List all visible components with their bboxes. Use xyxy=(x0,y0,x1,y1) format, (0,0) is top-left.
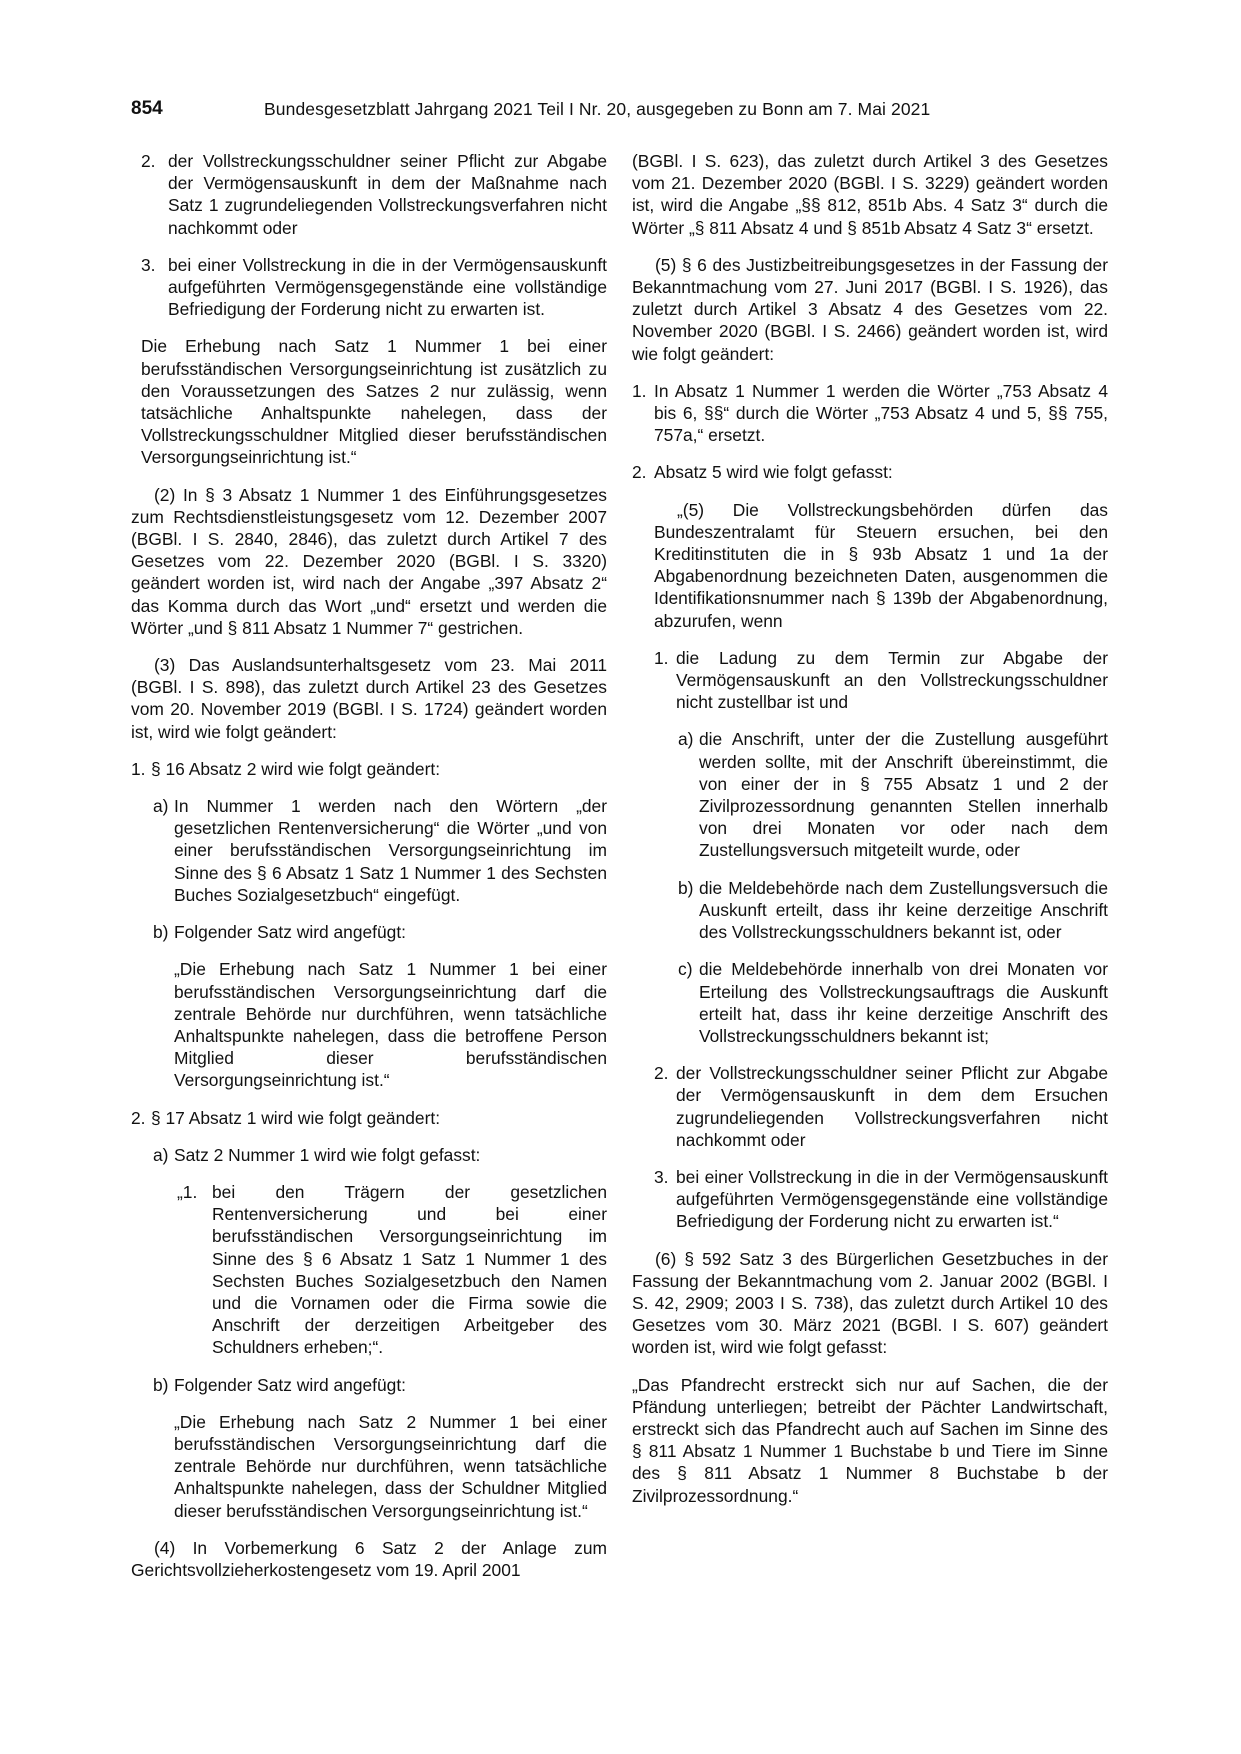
item-text: die Meldebehörde nach dem Zustellungsversuch die Auskunft erteilt, dass ihr keine derzeitige Anschrift des Vollstreckungsschuldners bekannt ist, oder xyxy=(699,877,1108,943)
numbered-item xyxy=(632,461,1108,483)
item-text: die Anschrift, unter der die Zustellung ausgeführt werden sollte, mit der Anschrift übereinstimmt, die von einer der in § 755 Absatz 1 und 2 der Zivilprozessordnung genannten Stellen innerhalb von drei Monaten vor oder nach dem Zustellungsversuch mitgeteilt wurde, oder xyxy=(699,729,1108,861)
numbered-item xyxy=(632,1062,1108,1151)
numbered-item xyxy=(131,254,607,321)
item-letter: b) xyxy=(678,877,694,898)
paragraph-section-3: (3) Das Auslandsunterhaltsgesetz vom 23. Mai 2011 (BGBl. I S. 898), das zuletzt durch Artikel 23 des Gesetzes vom 20. November 2019 (BGBl. I S. 1724) geändert worden ist, wird wie folgt geändert: xyxy=(131,655,607,742)
lettered-item xyxy=(632,728,1108,861)
item-text: die Ladung zu dem Termin zur Abgabe der Vermögensauskunft an den Vollstreckungsschuldner nicht zustellbar ist und xyxy=(676,647,1108,713)
item-letter: a) xyxy=(678,729,694,750)
paragraph-section-4: (4) In Vorbemerkung 6 Satz 2 der Anlage zum Gerichtsvollzieherkostengesetz vom 19. April 2001 xyxy=(131,1537,607,1580)
item-number: 2. xyxy=(632,462,647,483)
item-text: bei einer Vollstreckung in die in der Vermögensauskunft aufgeführten Vermögensgegenstände eine vollständige Befriedigung der Forderung nicht zu erwarten ist.“ xyxy=(676,1166,1108,1232)
item-text: die Meldebehörde innerhalb von drei Monaten vor Erteilung des Vollstreckungsauftrags die Auskunft erteilt hat, dass ihr keine derzeitige Anschrift des Vollstreckungsschuldners bekannt ist; xyxy=(699,959,1108,1046)
numbered-item xyxy=(131,1107,607,1129)
item-number: 2. xyxy=(141,151,156,171)
item-letter: a) xyxy=(153,1144,169,1165)
lettered-item xyxy=(131,795,607,906)
numbered-item xyxy=(131,150,607,239)
quoted-sentence: „Die Erhebung nach Satz 1 Nummer 1 bei einer berufsständischen Versorgungseinrichtung darf die zentrale Behörde nur durchführen, wenn tatsächliche Anhaltspunkte nahelegen, dass die betroffene Person Mitglied dieser berufsständischen Versorgungseinrichtung ist.“ xyxy=(174,959,607,1091)
left-column xyxy=(131,150,607,1581)
item-text: Folgender Satz wird angefügt: xyxy=(174,922,407,943)
item-text: § 16 Absatz 2 wird wie folgt geändert: xyxy=(151,758,441,779)
item-number: 1. xyxy=(654,647,669,668)
paragraph-section-5: (5) § 6 des Justizbeitreibungsgesetzes in der Fassung der Bekanntmachung vom 27. Juni 2017 (BGBl. I S. 1926), das zuletzt durch Artikel 3 Absatz 4 des Gesetzes vom 22. November 2020 (BGBl. I S. 2466) geändert worden ist, wird wie folgt geändert: xyxy=(632,254,1108,364)
publication-line: Bundesgesetzblatt Jahrgang 2021 Teil I Nr. 20, ausgegeben zu Bonn am 7. Mai 2021 xyxy=(264,99,931,119)
item-text: bei einer Vollstreckung in die in der Vermögensauskunft aufgeführten Vermögensgegenstände eine vollständige Befriedigung der Forderung nicht zu erwarten ist. xyxy=(168,254,607,320)
item-number: 3. xyxy=(141,254,156,275)
item-letter: b) xyxy=(153,1374,169,1395)
quoted-paragraph: „(5) Die Vollstreckungsbehörden dürfen das Bundeszentralamt für Steuern ersuchen, bei den Kreditinstituten die in § 93b Absatz 1 und 1a der Abgabenordnung bezeichneten Daten, ausgenommen die Identifikationsnummer nach § 139b der Abgabenordnung, abzurufen, wenn xyxy=(654,499,1108,631)
lettered-item xyxy=(632,958,1108,1047)
item-letter: a) xyxy=(153,796,169,817)
paragraph: Die Erhebung nach Satz 1 Nummer 1 bei einer berufsständischen Versorgungseinrichtung ist zusätzlich zu den Voraussetzungen des Satzes 2 nur zulässig, wenn tatsächliche Anhaltspunkte nahelegen, dass der Vollstreckungsschuldner Mitglied dieser berufsständischen Versorgungseinrichtung ist.“ xyxy=(141,336,607,468)
paragraph: (BGBl. I S. 623), das zuletzt durch Artikel 3 des Gesetzes vom 21. Dezember 2020 (BGBl. I S. 3229) geändert worden ist, wird die Angabe „§§ 812, 851b Abs. 4 Satz 3“ durch die Wörter „§ 811 Absatz 4 und § 851b Absatz 4 Satz 3“ ersetzt. xyxy=(632,151,1108,238)
item-text: In Nummer 1 werden nach den Wörtern „der gesetzlichen Rentenversicherung“ die Wörter „und von einer berufsständischen Versorgungseinrichtung im Sinne des § 6 Absatz 1 Satz 1 Nummer 1 des Sechsten Buches Sozialgesetzbuch“ eingefügt. xyxy=(174,796,607,905)
quoted-sentence: „Die Erhebung nach Satz 2 Nummer 1 bei einer berufsständischen Versorgungseinrichtung darf die zentrale Behörde nur durchführen, wenn tatsächliche Anhaltspunkte nahelegen, dass der Schuldner Mitglied dieser berufsständischen Versorgungseinrichtung ist.“ xyxy=(174,1411,607,1521)
item-text: In Absatz 1 Nummer 1 werden die Wörter „753 Absatz 4 bis 6, §§“ durch die Wörter „753 Absatz 4 und 5, §§ 755, 757a,“ ersetzt. xyxy=(654,380,1108,446)
quoted-paragraph: „Das Pfandrecht erstreckt sich nur auf Sachen, die der Pfändung unterliegen; betreibt der Pächter Landwirtschaft, erstreckt sich das Pfandrecht auch auf Sachen im Sinne des § 811 Absatz 1 Nummer 1 Buchstabe b und Tiere im Sinne des § 811 Absatz 1 Nummer 8 Buchstabe b der Zivilprozessordnung.“ xyxy=(632,1374,1108,1506)
item-letter: b) xyxy=(153,922,169,943)
item-text: Folgender Satz wird angefügt: xyxy=(174,1374,407,1395)
lettered-item xyxy=(131,1374,607,1396)
item-number: „1. xyxy=(177,1181,198,1202)
page-number: 854 xyxy=(131,98,163,119)
item-number: 2. xyxy=(131,1107,146,1128)
item-text: der Vollstreckungsschuldner seiner Pflicht zur Abgabe der Vermögensauskunft in dem der Maßnahme nach Satz 1 zugrundeliegenden Vollstreckungsverfahren nicht nachkommt oder xyxy=(168,151,607,238)
numbered-item xyxy=(632,380,1108,447)
item-number: 2. xyxy=(654,1063,669,1084)
item-text: Absatz 5 wird wie folgt gefasst: xyxy=(654,462,893,483)
numbered-item xyxy=(131,758,607,780)
item-letter: c) xyxy=(678,959,693,980)
item-number: 1. xyxy=(131,758,146,779)
page-header xyxy=(131,98,1111,122)
numbered-item xyxy=(131,1181,607,1359)
numbered-item xyxy=(632,1166,1108,1233)
lettered-item xyxy=(131,1144,607,1166)
lettered-item xyxy=(632,877,1108,944)
item-text: bei den Trägern der gesetzlichen Rentenversicherung und bei einer berufsständischen Versorgungseinrichtung im Sinne des § 6 Absatz 1 Satz 1 Nummer 1 des Sechsten Buches Sozialgesetzbuch den Namen und die Vornamen oder die Firma sowie die Anschrift der derzeitigen Arbeitgeber des Schuldners erheben;“. xyxy=(212,1181,607,1358)
item-number: 1. xyxy=(632,380,647,401)
numbered-item xyxy=(632,647,1108,714)
item-text: § 17 Absatz 1 wird wie folgt geändert: xyxy=(151,1107,441,1128)
item-text: der Vollstreckungsschuldner seiner Pflicht zur Abgabe der Vermögensauskunft in dem dem Ersuchen zugrundeliegenden Vollstreckungsverfahren nicht nachkommt oder xyxy=(676,1063,1108,1150)
item-number: 3. xyxy=(654,1166,669,1187)
right-column xyxy=(632,150,1108,1507)
paragraph-section-2: (2) In § 3 Absatz 1 Nummer 1 des Einführungsgesetzes zum Rechtsdienstleistungsgesetz vom 12. Dezember 2007 (BGBl. I S. 2840, 2846), das zuletzt durch Artikel 7 des Gesetzes vom 22. Dezember 2020 (BGBl. I S. 3320) geändert worden ist, wird nach der Angabe „397 Absatz 2“ das Komma durch das Wort „und“ ersetzt und werden die Wörter „und § 811 Absatz 1 Nummer 7“ gestrichen. xyxy=(131,484,607,638)
item-text: Satz 2 Nummer 1 wird wie folgt gefasst: xyxy=(174,1144,481,1165)
lettered-item xyxy=(131,921,607,943)
paragraph-section-6: (6) § 592 Satz 3 des Bürgerlichen Gesetzbuches in der Fassung der Bekanntmachung vom 2. Januar 2002 (BGBl. I S. 42, 2909; 2003 I S. 738), das zuletzt durch Artikel 10 des Gesetzes vom 30. März 2021 (BGBl. I S. 607) geändert worden ist, wird wie folgt gefasst: xyxy=(632,1248,1108,1358)
